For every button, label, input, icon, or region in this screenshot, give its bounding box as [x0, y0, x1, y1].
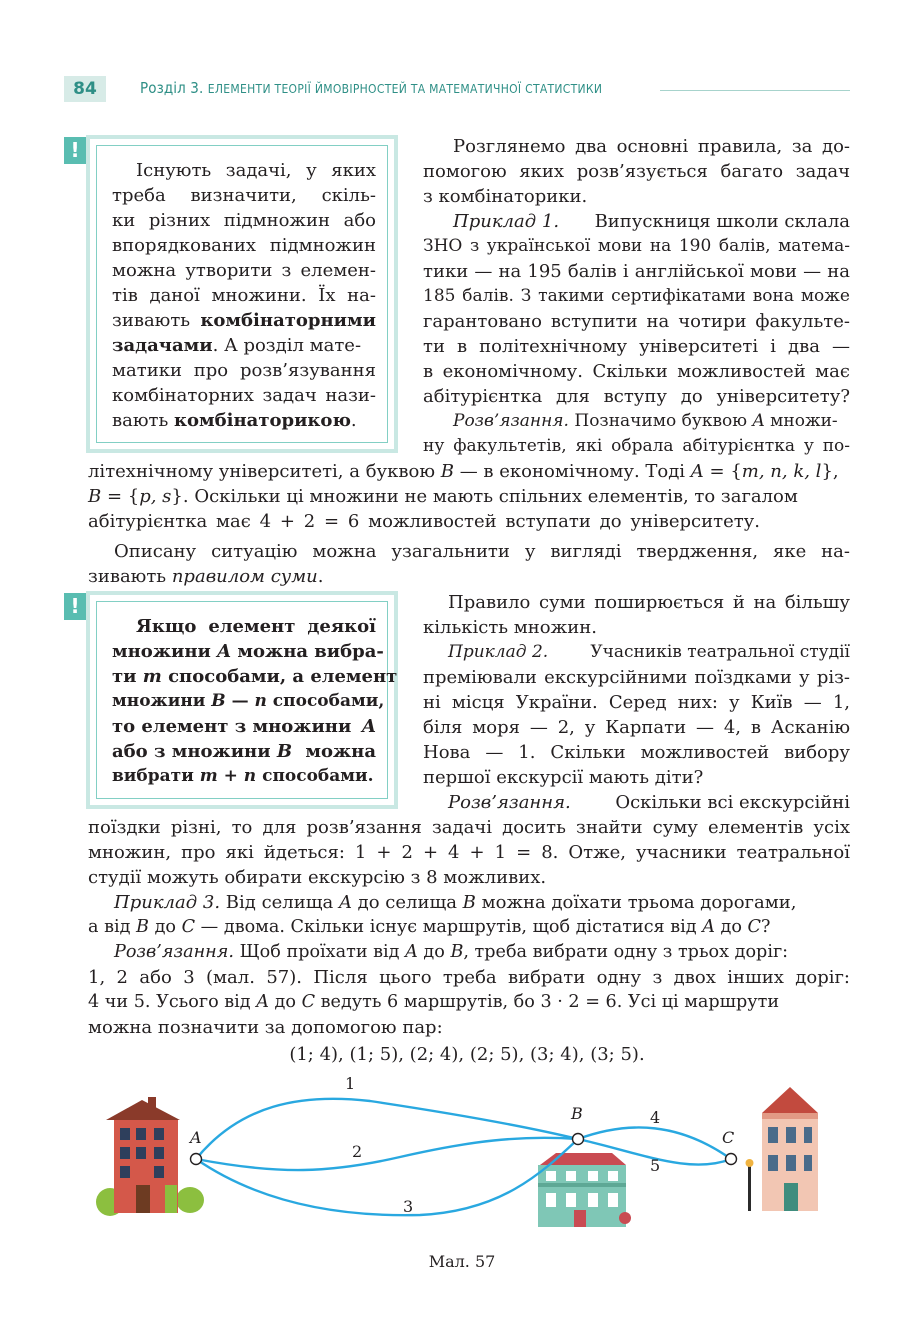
road-label-4: 4 [650, 1108, 661, 1127]
road-label-1: 1 [345, 1074, 356, 1093]
section-title: ЕЛЕМЕНТИ ТЕОРІЇ ЙМОВІРНОСТЕЙ ТА МАТЕМАТИЧНОЇ СТАТИСТИКИ [207, 82, 603, 96]
road-3 [196, 1139, 578, 1215]
figure-caption: Мал. 57 [428, 1252, 496, 1271]
road-label-2: 2 [352, 1142, 363, 1161]
label-c: C [722, 1128, 735, 1147]
label-b: B [571, 1104, 583, 1123]
road-2 [196, 1138, 578, 1170]
page-number: 84 [64, 76, 106, 102]
section-label: Розділ 3. [140, 79, 204, 97]
road-label-5: 5 [650, 1156, 661, 1175]
point-a [191, 1154, 202, 1165]
point-b [573, 1134, 584, 1145]
house-a-icon [96, 1097, 204, 1216]
point-c [726, 1154, 737, 1165]
house-c-icon [746, 1087, 819, 1211]
header-rule [660, 90, 850, 91]
label-a: A [190, 1128, 202, 1147]
road-1 [196, 1099, 578, 1159]
chapter-header [140, 79, 602, 97]
road-label-3: 3 [403, 1197, 414, 1216]
attention-icon: ! [64, 137, 86, 164]
attention-icon: ! [64, 593, 86, 620]
